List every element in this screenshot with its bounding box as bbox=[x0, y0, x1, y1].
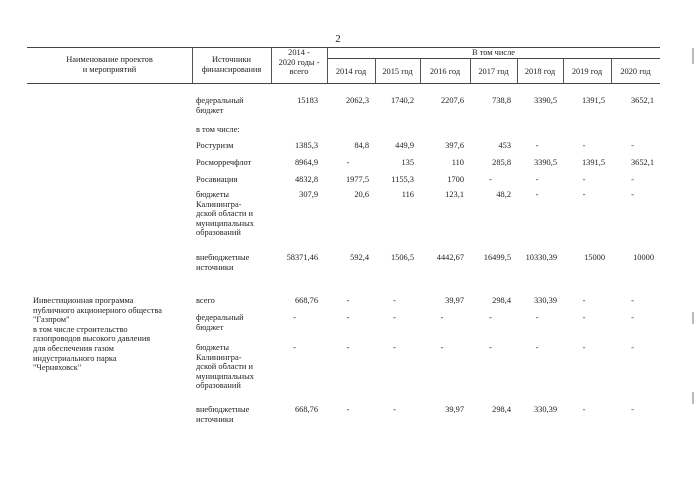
row-value: - bbox=[346, 296, 350, 305]
row-value: 3390,5 bbox=[533, 158, 557, 167]
row-value: 1700 bbox=[447, 175, 464, 184]
row-value: - bbox=[582, 313, 586, 322]
row-value: 135 bbox=[401, 158, 414, 167]
row-source: всего bbox=[196, 296, 215, 305]
row-source: федеральный бюджет bbox=[196, 96, 244, 115]
row-value: - bbox=[631, 313, 634, 322]
header-year: 2020 год bbox=[620, 67, 651, 76]
row-value: 10330,39 bbox=[525, 253, 557, 262]
row-value: - bbox=[440, 343, 444, 352]
row-total: 8964,9 bbox=[294, 158, 318, 167]
row-value: 1740,2 bbox=[390, 96, 414, 105]
row-total: 307,9 bbox=[299, 190, 318, 199]
row-value: 298,4 bbox=[492, 405, 511, 414]
row-value: 592,4 bbox=[350, 253, 369, 262]
project-name: Инвестиционная программа публичного акционерного общества "Газпром" в том числе строительство газопроводов высокого давления для обеспечения газом индустриального парка "Черняховск" bbox=[33, 296, 162, 373]
row-source: Ростуризм bbox=[196, 141, 234, 150]
header-total: 2014 - 2020 годы - всего bbox=[278, 48, 320, 77]
row-value: 48,2 bbox=[496, 190, 511, 199]
row-value: - bbox=[535, 343, 539, 352]
row-value: 3652,1 bbox=[630, 158, 654, 167]
header-year: 2017 год bbox=[478, 67, 509, 76]
row-value: 3390,5 bbox=[533, 96, 557, 105]
row-source: федеральный бюджет bbox=[196, 313, 244, 332]
row-value: 330,39 bbox=[533, 405, 557, 414]
header-bottom-rule bbox=[27, 83, 660, 84]
row-value: - bbox=[393, 405, 396, 414]
row-value: 110 bbox=[451, 158, 464, 167]
row-source: в том числе: bbox=[196, 125, 240, 134]
row-value: - bbox=[582, 190, 586, 199]
row-value: - bbox=[535, 313, 539, 322]
row-value: 453 bbox=[498, 141, 511, 150]
header-group: В том числе bbox=[472, 48, 515, 57]
row-total: 668,76 bbox=[294, 405, 318, 414]
row-source: внебюджетные источники bbox=[196, 253, 250, 272]
row-value: 298,4 bbox=[492, 296, 511, 305]
row-value: - bbox=[346, 158, 350, 167]
row-value: 397,6 bbox=[445, 141, 464, 150]
header-year: 2014 год bbox=[335, 67, 367, 76]
header-year: 2016 год bbox=[429, 67, 461, 76]
row-value: - bbox=[631, 141, 634, 150]
row-value: 15000 bbox=[584, 253, 605, 262]
row-value: 39,97 bbox=[445, 405, 464, 414]
header-year: 2018 год bbox=[524, 67, 556, 76]
row-value: 738,8 bbox=[492, 96, 511, 105]
row-total: 58371,46 bbox=[286, 253, 318, 262]
row-value: - bbox=[440, 313, 444, 322]
row-value: - bbox=[582, 405, 586, 414]
row-value: 10000 bbox=[633, 253, 654, 262]
row-value: 1391,5 bbox=[581, 96, 605, 105]
row-source: Росавиация bbox=[196, 175, 238, 184]
row-value: - bbox=[582, 175, 586, 184]
row-value: 20,6 bbox=[354, 190, 369, 199]
row-value: 2207,6 bbox=[440, 96, 464, 105]
row-value: 16499,5 bbox=[483, 253, 511, 262]
header-year: 2019 год bbox=[571, 67, 603, 76]
row-value: - bbox=[346, 313, 350, 322]
row-source: внебюджетные источники bbox=[196, 405, 250, 424]
row-total: 1385,3 bbox=[294, 141, 318, 150]
edge-mark bbox=[692, 48, 694, 64]
row-value: 39,97 bbox=[445, 296, 464, 305]
row-value: 2062,3 bbox=[345, 96, 369, 105]
row-source: бюджеты Калинингра- дской области и муниципальных образований bbox=[196, 190, 254, 238]
row-value: - bbox=[489, 313, 492, 322]
row-value: - bbox=[489, 343, 492, 352]
row-value: 330,39 bbox=[533, 296, 557, 305]
row-value: - bbox=[489, 175, 492, 184]
row-value: 4442,67 bbox=[436, 253, 464, 262]
row-total: 15183 bbox=[297, 96, 318, 105]
row-value: 285,8 bbox=[492, 158, 511, 167]
row-total: - bbox=[293, 313, 296, 322]
row-value: - bbox=[346, 343, 350, 352]
row-value: - bbox=[393, 296, 396, 305]
row-value: 123,1 bbox=[445, 190, 464, 199]
row-total: 668,76 bbox=[294, 296, 318, 305]
header-name: Наименование проектов и мероприятий bbox=[66, 55, 153, 74]
row-value: - bbox=[631, 405, 634, 414]
row-value: - bbox=[582, 343, 586, 352]
row-value: 449,9 bbox=[395, 141, 414, 150]
row-value: - bbox=[535, 175, 539, 184]
page-number: 2 bbox=[335, 33, 341, 45]
row-value: - bbox=[535, 190, 539, 199]
edge-mark bbox=[692, 392, 694, 404]
row-value: - bbox=[631, 190, 634, 199]
row-source: бюджеты Калинингра- дской области и муниципальных образований bbox=[196, 343, 254, 391]
header-year: 2015 год bbox=[382, 67, 413, 76]
row-value: 1155,3 bbox=[391, 175, 414, 184]
row-value: 116 bbox=[401, 190, 414, 199]
row-value: - bbox=[393, 343, 396, 352]
header-source: Источники финансирования bbox=[201, 55, 262, 74]
row-value: 3652,1 bbox=[630, 96, 654, 105]
row-value: - bbox=[582, 141, 586, 150]
edge-mark bbox=[692, 312, 694, 324]
row-total: 4832,8 bbox=[294, 175, 318, 184]
row-value: - bbox=[535, 141, 539, 150]
row-value: - bbox=[582, 296, 586, 305]
row-source: Росморречфлот bbox=[196, 158, 252, 167]
row-value: 1391,5 bbox=[581, 158, 605, 167]
row-value: 84,8 bbox=[354, 141, 369, 150]
row-value: - bbox=[631, 296, 634, 305]
row-value: 1506,5 bbox=[390, 253, 414, 262]
row-value: - bbox=[346, 405, 350, 414]
row-value: - bbox=[631, 175, 634, 184]
row-value: - bbox=[631, 343, 634, 352]
row-total: - bbox=[293, 343, 296, 352]
row-value: 1977,5 bbox=[345, 175, 369, 184]
row-value: - bbox=[393, 313, 396, 322]
